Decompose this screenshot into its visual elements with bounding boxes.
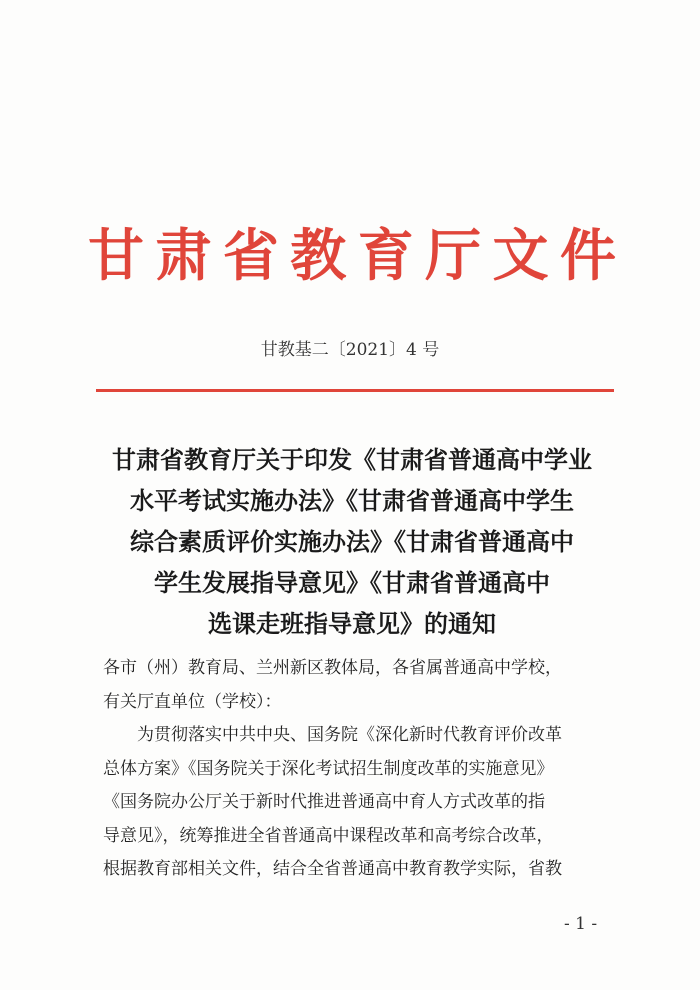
document-header-title bbox=[88, 222, 616, 292]
page-number: - 1 - bbox=[564, 914, 598, 934]
paragraph-line: 根据教育部相关文件，结合全省普通高中教育教学实际，省教 bbox=[103, 859, 562, 879]
addressee-line: 有关厅直单位（学校）： bbox=[103, 691, 282, 712]
header-title-char: 育 bbox=[357, 224, 414, 289]
paragraph-line: 总体方案》《国务院关于深化考试招生制度改革的实施意见》 bbox=[103, 758, 554, 779]
notice-title-line: 甘肃省教育厅关于印发《甘肃省普通高中学业 bbox=[112, 446, 592, 474]
header-title-char: 文 bbox=[492, 224, 549, 289]
paragraph-line: 导意见》，统筹推进全省普通高中课程改革和高考综合改革， bbox=[103, 825, 554, 846]
body-text bbox=[103, 652, 617, 887]
notice-title-line: 选课走班指导意见》的通知 bbox=[208, 610, 496, 638]
paragraph-line: 《国务院办公厅关于新时代推进普通高中育人方式改革的指 bbox=[103, 792, 545, 812]
header-title-char: 教 bbox=[290, 224, 347, 289]
header-title-char: 肃 bbox=[155, 224, 212, 289]
header-title-char: 省 bbox=[222, 224, 279, 289]
addressee-line: 各市（州）教育局、兰州新区教体局，各省属普通高中学校， bbox=[103, 658, 562, 678]
red-divider-line bbox=[96, 389, 614, 392]
header-title-char: 件 bbox=[559, 224, 616, 289]
notice-title-line: 综合素质评价实施办法》《甘肃省普通高中 bbox=[130, 528, 574, 556]
document-number: 甘教基二〔2021〕4 号 bbox=[260, 340, 440, 360]
header-title-char: 甘 bbox=[88, 224, 144, 289]
notice-title-line: 学生发展指导意见》《甘肃省普通高中 bbox=[154, 569, 550, 597]
notice-title bbox=[88, 440, 616, 645]
header-title-char: 厅 bbox=[425, 224, 482, 289]
paragraph-line: 为贯彻落实中共中央、国务院《深化新时代教育评价改革 bbox=[137, 725, 562, 745]
notice-title-line: 水平考试实施办法》《甘肃省普通高中学生 bbox=[130, 487, 574, 515]
